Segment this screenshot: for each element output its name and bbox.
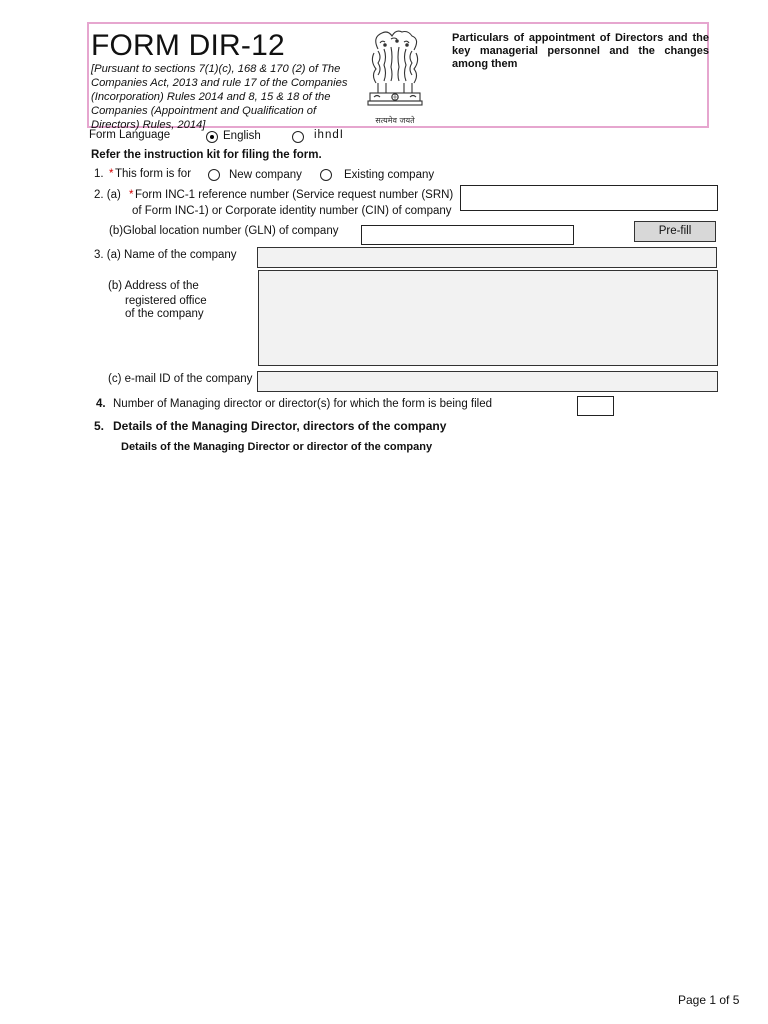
- q3c-label: (c) e-mail ID of the company: [108, 373, 253, 385]
- q3b-label-line3: of the company: [125, 308, 204, 320]
- q2b-label: (b)Global location number (GLN) of company: [109, 225, 339, 237]
- form-legal-reference: [Pursuant to sections 7(1)(c), 168 & 170 (2) of The Companies Act, 2013 and rule 17 of the Companies (Incorporation) Rules 2014 and 8, 15 & 18 of the Companies (Appointment and Qualification of Directors) Rules, 2014]: [91, 63, 348, 131]
- q1-required-mark: *: [109, 168, 114, 180]
- q5-subtitle: Details of the Managing Director or director of the company: [121, 441, 433, 453]
- q4-number: 4.: [96, 398, 106, 410]
- language-hindi-radio[interactable]: [292, 131, 304, 143]
- form-language-label: Form Language: [89, 129, 171, 141]
- form-particulars: Particulars of appointment of Directors and the key managerial personnel and the changes among them: [452, 32, 709, 70]
- q2a-required-mark: *: [129, 189, 134, 201]
- q4-label: Number of Managing director or director(s) for which the form is being filed: [113, 398, 493, 410]
- q2a-label-line2: of Form INC-1) or Corporate identity number (CIN) of company: [132, 205, 452, 217]
- new-company-radio[interactable]: [208, 169, 220, 181]
- company-email-input[interactable]: [257, 371, 718, 392]
- q3a-label: 3. (a) Name of the company: [94, 249, 237, 261]
- srn-cin-input[interactable]: [460, 185, 718, 211]
- q1-number: 1.: [94, 168, 104, 180]
- page-indicator: Page 1 of 5: [678, 993, 740, 1007]
- q1-label: This form is for: [115, 168, 192, 180]
- existing-company-label: Existing company: [344, 169, 435, 181]
- q5-title: Details of the Managing Director, directors of the company: [113, 419, 447, 433]
- national-emblem-icon: [364, 27, 426, 127]
- form-title: FORM DIR-12: [91, 29, 285, 62]
- language-hindi-label: ihndI: [314, 129, 344, 141]
- q2a-label-line1: Form INC-1 reference number (Service request number (SRN): [135, 189, 454, 201]
- new-company-label: New company: [229, 169, 302, 181]
- instruction-kit-link[interactable]: Refer the instruction kit for filing the form.: [91, 149, 322, 161]
- prefill-button[interactable]: Pre-fill: [634, 221, 716, 242]
- existing-company-radio[interactable]: [320, 169, 332, 181]
- q3b-label-line1: (b) Address of the: [108, 280, 199, 292]
- director-count-input[interactable]: [577, 396, 614, 416]
- q3b-label-line2: registered office: [125, 295, 207, 307]
- registered-address-textarea[interactable]: [258, 270, 718, 366]
- q5-number: 5.: [94, 419, 105, 433]
- language-english-radio[interactable]: [206, 131, 218, 143]
- gln-input[interactable]: [361, 225, 574, 245]
- emblem-motto: सत्यमेव जयते: [375, 116, 415, 125]
- language-english-label: English: [223, 130, 261, 142]
- company-name-input[interactable]: [257, 247, 717, 268]
- q2a-prefix: 2. (a): [94, 189, 121, 201]
